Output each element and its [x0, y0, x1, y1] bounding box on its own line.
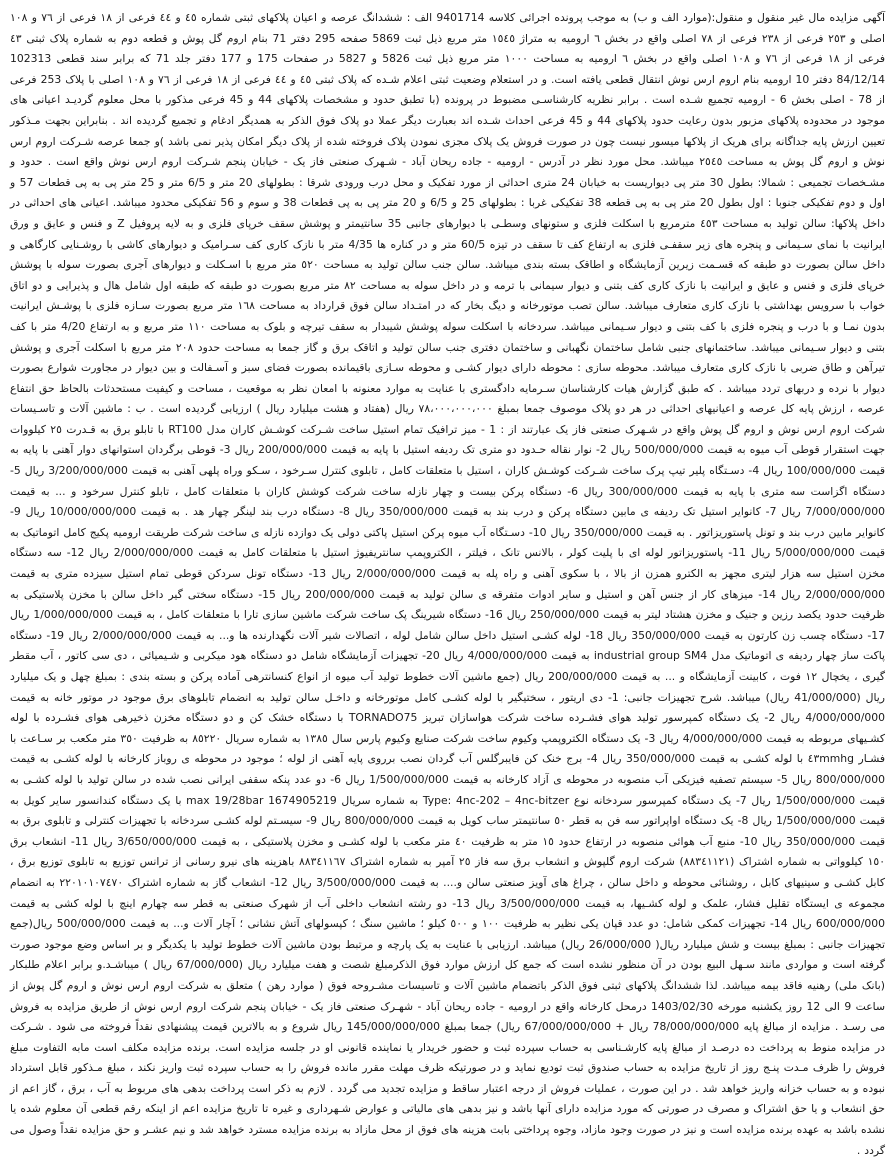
auction-notice-text: آگهی مزایده مال غیر منقول و منقول:(موارد الف و ب) به موجب پرونده اجرائی کلاسه 9401714 الف : ششدانگ عرصه و اعیان پلاکهای ثبتی شماره ٤٥ و ٤٤ فرعی از ١٨ فرعی از ٧٦ و ١٠٨ اصلی و ٢٥٣ فرعی از ٢٣٨ فرعی از ٧٨ اصلی واقع در بخش ٦ ارومیه به متراژ ١٥٤٥ متر مربع ذیل ثبت 5869 صفحه 295 دفتر 71 بنام اروم گل پوش و قطعه دوم به شماره پلاک ثبتی ٤٣ فرعی از ١٨ فرعی از ٧٦ و ١٠٨ اصلی واقع در بخش ٦ ارومیه به مساحت ١٠٠٠ متر مربع ذیل ثبت 5826 و 5827 در صفحات 175 و 177 دفتر جلد 71 که برابر سند قطعی 102313 84/12/14 دفتر 10 ارومیه بنام اروم ارس نوش انتقال قطعی یافته است. و در استعلام وضعیت ثبتی اعلام شـده که پلاک ثبتی ٤٥ و ٤٤ فرعی از ١٨ فرعی از ٧٦ و ١٠٨ اصلی با پلاک 253 فرعی از 78 - اصلی بخش 6 - ارومیه تجمیع شـده است . برابر نظریه کارشناسـی مضبوط در پرونده (با تطبق حدود و مشخصات پلاکهای 44 و 45 فرعی مذکور با محل معلوم گردیـد اعیانی های موجود در محدوده پلاکهای مزبور بدون رعایت حدود پلاکهای 44 و 45 فرعی احداث شـده اند بعبارت دیگر عملا دو پلاک فوق الذکر به همدیگر ادغام و تجمیع گردیده اند . بنابراین بجهت مـذکور تعیین ارزش پایه جداگانه برای هریک از پلاکها میسور نیست چون در صورت فروش یک پلاک مجزی نمودن پلاک فروخته شده از پلاک دیگر امکان پذیر نمی باشد )و جمعا عرصه شـرکت اروم ارس نوش و اروم گل پوش به مساحت ٢٥٤٥ میباشد. محل مورد نظر در آدرس - ارومیه - جاده ریحان آباد - شـهرک صنعتی فاز یک - خیابان پنجم شـرکت اروم ارس نوش واقع است . حدود و مشـخصات تجمیعی : شمالا: بطول 30 متر پی دیواریست به خیابان 24 متری احداثی از مورد تفکیک و محل درب ورودی شرقا : بطولهای 20 متر و 6/5 متر و 25 متر پی به پی قطعات 57 و اول و دوم تفکیکی جنوبا : اول بطول 20 متر پی به پی قطعه 38 تفکیکی غربا : بطولهای 25 و 6/5 و 20 متر پی به پی قطعات 38 و سوم و 56 تفکیکی محدود میباشد. اعیانی های احداثی در داخل پلاکها: سالن تولید به مساحت ٤٥٣ مترمربع با اسکلت فلزی و ستونهای وسطـی با دیوارهای جانبی 35 سانتیمتر و پوشش سقف خرپای فلزی و به لایه پروفیل Z و فنس و عایق و ورق ایرانیت با نمای سـیمانی و پنجره های زیر سقفـی فلزی به ارتفاع کف تا سقف در تیزه 60/5 متر و در کناره ها 4/35 متر با نازک کاری کف سـرامیک و دیوارهای کاشی با روشـنایی کارگاهی و داخل سالن بصورت دو طبقه که قسـمت زیرین آزمایشگاه و اطاقک بسته بندی میباشد. سالن جنب سالن تولید به مساحت ٥٢٠ متر مربع با اسـکلت و دیوارهای آجری بصورت سوله با پوشش خرپای فلزی و فنس و عایق و ایرانیت با نازک کاری کف بتنی و دیوار سیمانی با ترمه و در داخل سوله به مساحت ٨٢ متر مربع بصورت دو طبقه که طبقه اول شامل هال و پذیرایی و دو اتاق خواب با سرویس بهداشتی با نازک کاری متعارف میباشد. سالن تصب موتورخانه و دیگ بخار که در امتـداد سالن فوق قرارداد به مساحت ١٦٨ متر مربع بصورت سـازه فلزی با پوشـش ایرانیت بدون نمـا و با درب و پنجره فلزی با کف بتنی و دیوار سـیمانی میباشد. سردخانه با اسکلت سوله پوشش شیبدار به سقف تیرچه و بلوک به مساحت ١١٠ متر مربع و به ارتفاع 4/20 متر با کف بتنی و دیوار سـیمانی میباشد. ساختمانهای جنبی شامل ساختمان نگهبانی و ساختمان دفتری جنب سالن تولید و اتاقک برق و گاز جمعا به مساحت حدود ٢٠٨ متر مربع با اسکلت آجری و پوشش تیرآهن و طاق ضربی با نازک کاری متعارف میباشد. محوطه سازی : محوطه دارای دیوار کشـی و محوطه سـازی باقیمانده بصورت فضای سبز و آسـفالت و بین دیوار در مجاورت شوارع بصورت دیوار با نرده و دربهای تردد میباشد . که طبق گزارش هیات کارشناسان سـرمایه دادگستری با عنایت به موارد معنونه با امعان نظر به موقعیت ، مساحت و کیفیت مستحدثات بالحاظ حق انتفاع عرصه ، ارزش پایه کل عرصه و اعیانیهای احداثی در هر دو پلاک موصوف جمعا بمبلغ ٧٨،٠٠٠،٠٠٠،٠٠٠ ریال (هفتاد و هشت میلیارد ریال ) ارزیابی گردیده است . ب : ماشین آلات و تاسـیسات شرکت اروم ارس نوش و اروم گل پوش واقع در شـهرک صنعتی فاز یک عبارتند از : 1 - میز ترافیک تمام استیل ساخت شـرکت کوشـش کاران مدل RT100 با تابلو برق به قـدرت ٢٥ کیلووات جهت استقرار قوطی آب میوه به قیمت 500/000/000 ریال 2- نوار نقاله حـدود دو متری تک ردیفه استیل با پایه به قیمت 200/000/000 ریال 3- قوطی برگردان استوانهای دوار آهنی با پایه به قیمت 100/000/000 ریال 4- دسـتگاه پلیر تیپ پرک ساخت شـرکت کوشـش کاران ، استیل با متعلقات کامل ، تابلوی کنترل سـرخود ، سـکو وراه پلهی آهنی به قیمت 3/200/000/000 ریال 5- دستگاه اگزاست سه متری با پایه به قیمت 300/000/000 ریال 6- دستگاه پرکن بیست و چهار نازله ساخت شرکت کوشش کاران با متعلقات کامل ، تابلو کنترل سرخود و ... به قیمت 7/000/000/000 ریال 7- کانوایر استیل تک ردیفه ی مابین دستگاه پرکن و درب بند به قیمت 350/000/000 ریال 8- دستگاه درب بند لینگر چهار هد . به قیمت 10/000/000/000 ریال 9- کانوایر مابین درب بند و تونل پاستوریزاتور . به قیمت 350/000/000 ریال 10- دسـتگاه آب میوه پرکن استیل پاکتی دولی یک دوازده نازله ی ساخت شرکت طریقت ارومیه پکیج کامل اتوماتیک به قیمت 5/000/000/000 ریال 11- پاستوریزاتور لوله ای با پلیت کولر ، بالانس تانک ، فیلتر ، الکتروپمپ سانتریفیوژ استیل با متعلقات کامل به قیمت 2/000/000/000 ریال 12- سه دستگاه مخزن استیل سه هزار لیتری مجهز به الکترو همزن از بالا ، با سکوی آهنی و راه پله به قیمت 2/000/000/000 ریال 13- دستگاه تونل سردکن قوطی تمام استیل سیزده متری به قیمت 2/000/000/000 ریال 14- میزهای کار از جنس آهن و استیل و سایر ادوات متفرقه ی سالن تولید به قیمت 200/000/000 ریال 15- دستگاه سختی گیر داخل سالن با مخزن پلاستیکی به ظرفیت حدود یکصد رزین و جنیک و مخزن هشتاد لیتر به قیمت 250/000/000 ریال 16- دستگاه شیرینگ پک ساخت شرکت ماشین سازی تارا با متعلقات کامل ، به قیمت 1/000/000/000 ریال 17- دستگاه چسب زن کارتون به قیمت 350/000/000 ریال 18- لوله کشـی استیل داخل سالن شامل لوله ، اتصالات شیر آلات نگهدارنده ها و... به قیمت 2/000/000/000 ریال 19- دستگاه پاکت ساز چهار ردیفه ی اتوماتیک مدل industrial group SM4 به قیمت 4/000/000/000 ریال 20- تجهیزات آزمایشگاه شامل دو دستگاه هود میکربی و شـیمیائی ، دی سی کاتور ، آب مقطر گیری ، یخچال ١٢ فوت ، کابینت آزمایشگاه و ... به قیمت 200/000/000 ریال (جمع ماشین آلات خطوط تولید آب میوه از انواع کنسانترهی آماده پرکن و بسته بندی : بمبلغ چهل و یک میلیارد ریال (41/000/000 ریال) میباشد. شرح تجهیزات جانبی: 1- دی اریتور ، سختیگیر با لوله کشـی کامل موتورخانه و داخـل سالن تولید به انضمام تابلوهای برق موجود در موتور خانه به قیمت 4/000/000/000 ریال 2- یک دستگاه کمپرسور تولید هوای فشـرده ساخت شرکت هواسازان تبریز TORNADO75 با دستگاه خشک کن و دو دستگاه مخزن ذخیرهی هوای فشـرده با لوله کشـیهای مربوطه به قیمت 4/000/000/000 ریال 3- یک دستگاه الکتروپمپ وکیوم ساخت شرکت صنایع وکیوم پارس سال ١٣٨٥ به شماره سریال ٨٥٢٢٠ به ظرفیت ٣٥٠ متر مکعب بر سـاعت با فشـار ٤٣mmhg با لوله کشـی به قیمت 350/000/000 ریال 4- برج خنک کن فایبرگلس آب گردان نصب برروی پایه آهنی از لوله ؛ موجود در محوطه ی روباز کارخانه با لوله کشـی به قیمت 800/000/000 ریال 5- سیستم تصفیه فیزیکی آب منصوبه در محوطه ی آزاد کارخانه به قیمت 1/500/000/000 ریال 6- دو عدد پنکه سقفی ایرانی نصب شده در سالن تولید با لوله کشـی به قیمت 1/500/000/000 ریال 7- یک دستگاه کمپرسور سردخانه نوع Type: 4nc-202 – 4nc-bitzer به شماره سریال 1674905219 max 19/28bar با یک دستگاه کندانسور سایر کویل به قیمت 1/500/000/000 ریال 8- یک دستگاه اواپراتور سه فن به قطر ٥٠ سانتیمتر ساب کویل به قیمت 800/000/000 ریال 9- سیسـتم لوله کشـی سردخانه با تجهیزات کنترلی و تابلوی برق به قیمت 350/000/000 ریال 10- منبع آب هوائی منصوبه در ارتفاع حدود ١٥ متر به ظرفیت ٤٠ متر مکعب با لوله کشـی و مخزن پلاستیکی ، به قیمت 3/650/000/000 ریال 11- انشعاب برق ١٥٠ کیلوواتی به شماره اشتراک (٨٨٣٤١١٢١) شرکت اروم گلپوش و انشعاب برق سه فاز ٢٥ آمپر به شماره اشتراک ٨٨٣٤١١٦٧ باهزینه های نیرو رسانی از ترانس توزیع به تابلوی توزیع برق ، کابل کشـی و سینیهای کابل ، روشنائی محوطه و داخل سالن ، چراغ های آویز صنعتی سالن و.... به قیمت 3/500/000/000 ریال 12- انشعاب گاز به شماره اشتراک ٢٢٠١٠١٠٧٤٧٠ به انضمام مجموعه ی ایستگاه تقلیل فشار، علمک و لوله کشـیها، به قیمت 3/500/000/000 ریال 13- دو رشته انشعاب داخلی آب از شهرک صنعتی به قطر سه چهارم اینچ با لوله کشی به قیمت 600/000/000 ریال 14- تجهیزات کمکی شامل: دو عدد قپان یکی نظیر به ظرفیت ١٠٠ و ٥٠٠ کیلو ؛ ماشین سنگ ؛ کپسولهای آتش نشانی ؛ آچار آلات و... به قیمت 500/000/000 ریال(جمع تجهیزات جانبی : بمبلغ بیست و شش میلیارد ریال( 26/000/000 ریال) میباشد. ارزیابی با عنایت به یک پارچه و مرتبط بودن ماشین آلات خطوط تولید با یکدیگر و بر اساس وضع موجود صورت گرفته است و مواردی مانند سـهل البیع بودن در آن منظور نشده است که جمع کل ارزش موارد فوق الذکرمبلغ شصت و هفت میلیارد ریال (67/000/000 ریال ) میباشـد.و برابر اعلام طلبکار (بانک ملی) رهنیه فاقد بیمه میباشد. لذا ششدانگ پلاکهای ثبتی فوق الذکر باتضمام ماشین آلات و تاسیسات مشـروحه فوق ( موارد رهن ) متعلق به شرکت اروم ارس نوش و اروم گل پوش از ساعت 9 الی 12 روز یکشنبه مورخه 1403/02/30 درمحل کارخانه واقع در ارومیه - جاده ریحان آباد - شهـرک صنعتی فاز یک - خیابان پنجم شرکت اروم ارس نوش از طریق مزایده به فروش می رسـد . مزایده از مبالغ پایه 78/000/000/000 ریال + 67/000/000/000 ریال) جمعا بمبلغ 145/000/000/000 ریال شروع و به بالاترین قیمت پیشنهادی نقداً فروخته می شود . شـرکت در مزایده منوط به پرداخت ده درصـد از مبالغ پایه کارشـناسی به حساب سپرده ثبت و حضور خریدار یا نماینده قانونی او در جلسه مزایده است. برنده مزایده مکلف است مابه التفاوت مبلغ فروش را ظرف مـدت پنـج روز از تاریخ مزایده به حساب صندوق ثبت تودیع نماید و در صورتیکه ظرف مهلت مقرر مانده فروش را به حساب سپرده ثبت واریز نکند ، مبلغ مـذکور قابل استرداد نبوده و به حساب خزانه واریز خواهد شد . در این صورت ، عملیات فروش از درجه اعتبار ساقط و مزایده تجدید می گردد . لازم به ذکر است پرداخت بدهی های مربوط به آب ، برق ، گاز اعم از حق انشعاب و یا حق اشتراک و مصرف در صورتی که مورد مزایده دارای آنها باشد و نیز بدهی های مالیاتی و عوارض شـهرداری و غیره تا تاریخ مزایده اعم از اینکه رقم قطعی آن معلوم شده یا نشده باشد به عهده برنده مزایده است و نیز در صورت وجود مازاد، وجوه پرداختی بابت هزینه های فوق از محل مازاد به برنده مزایده مسترد خواهد شد و نیم عشـر و حق مزایده نقداً وصول می گردد . [10, 11, 886, 1157]
